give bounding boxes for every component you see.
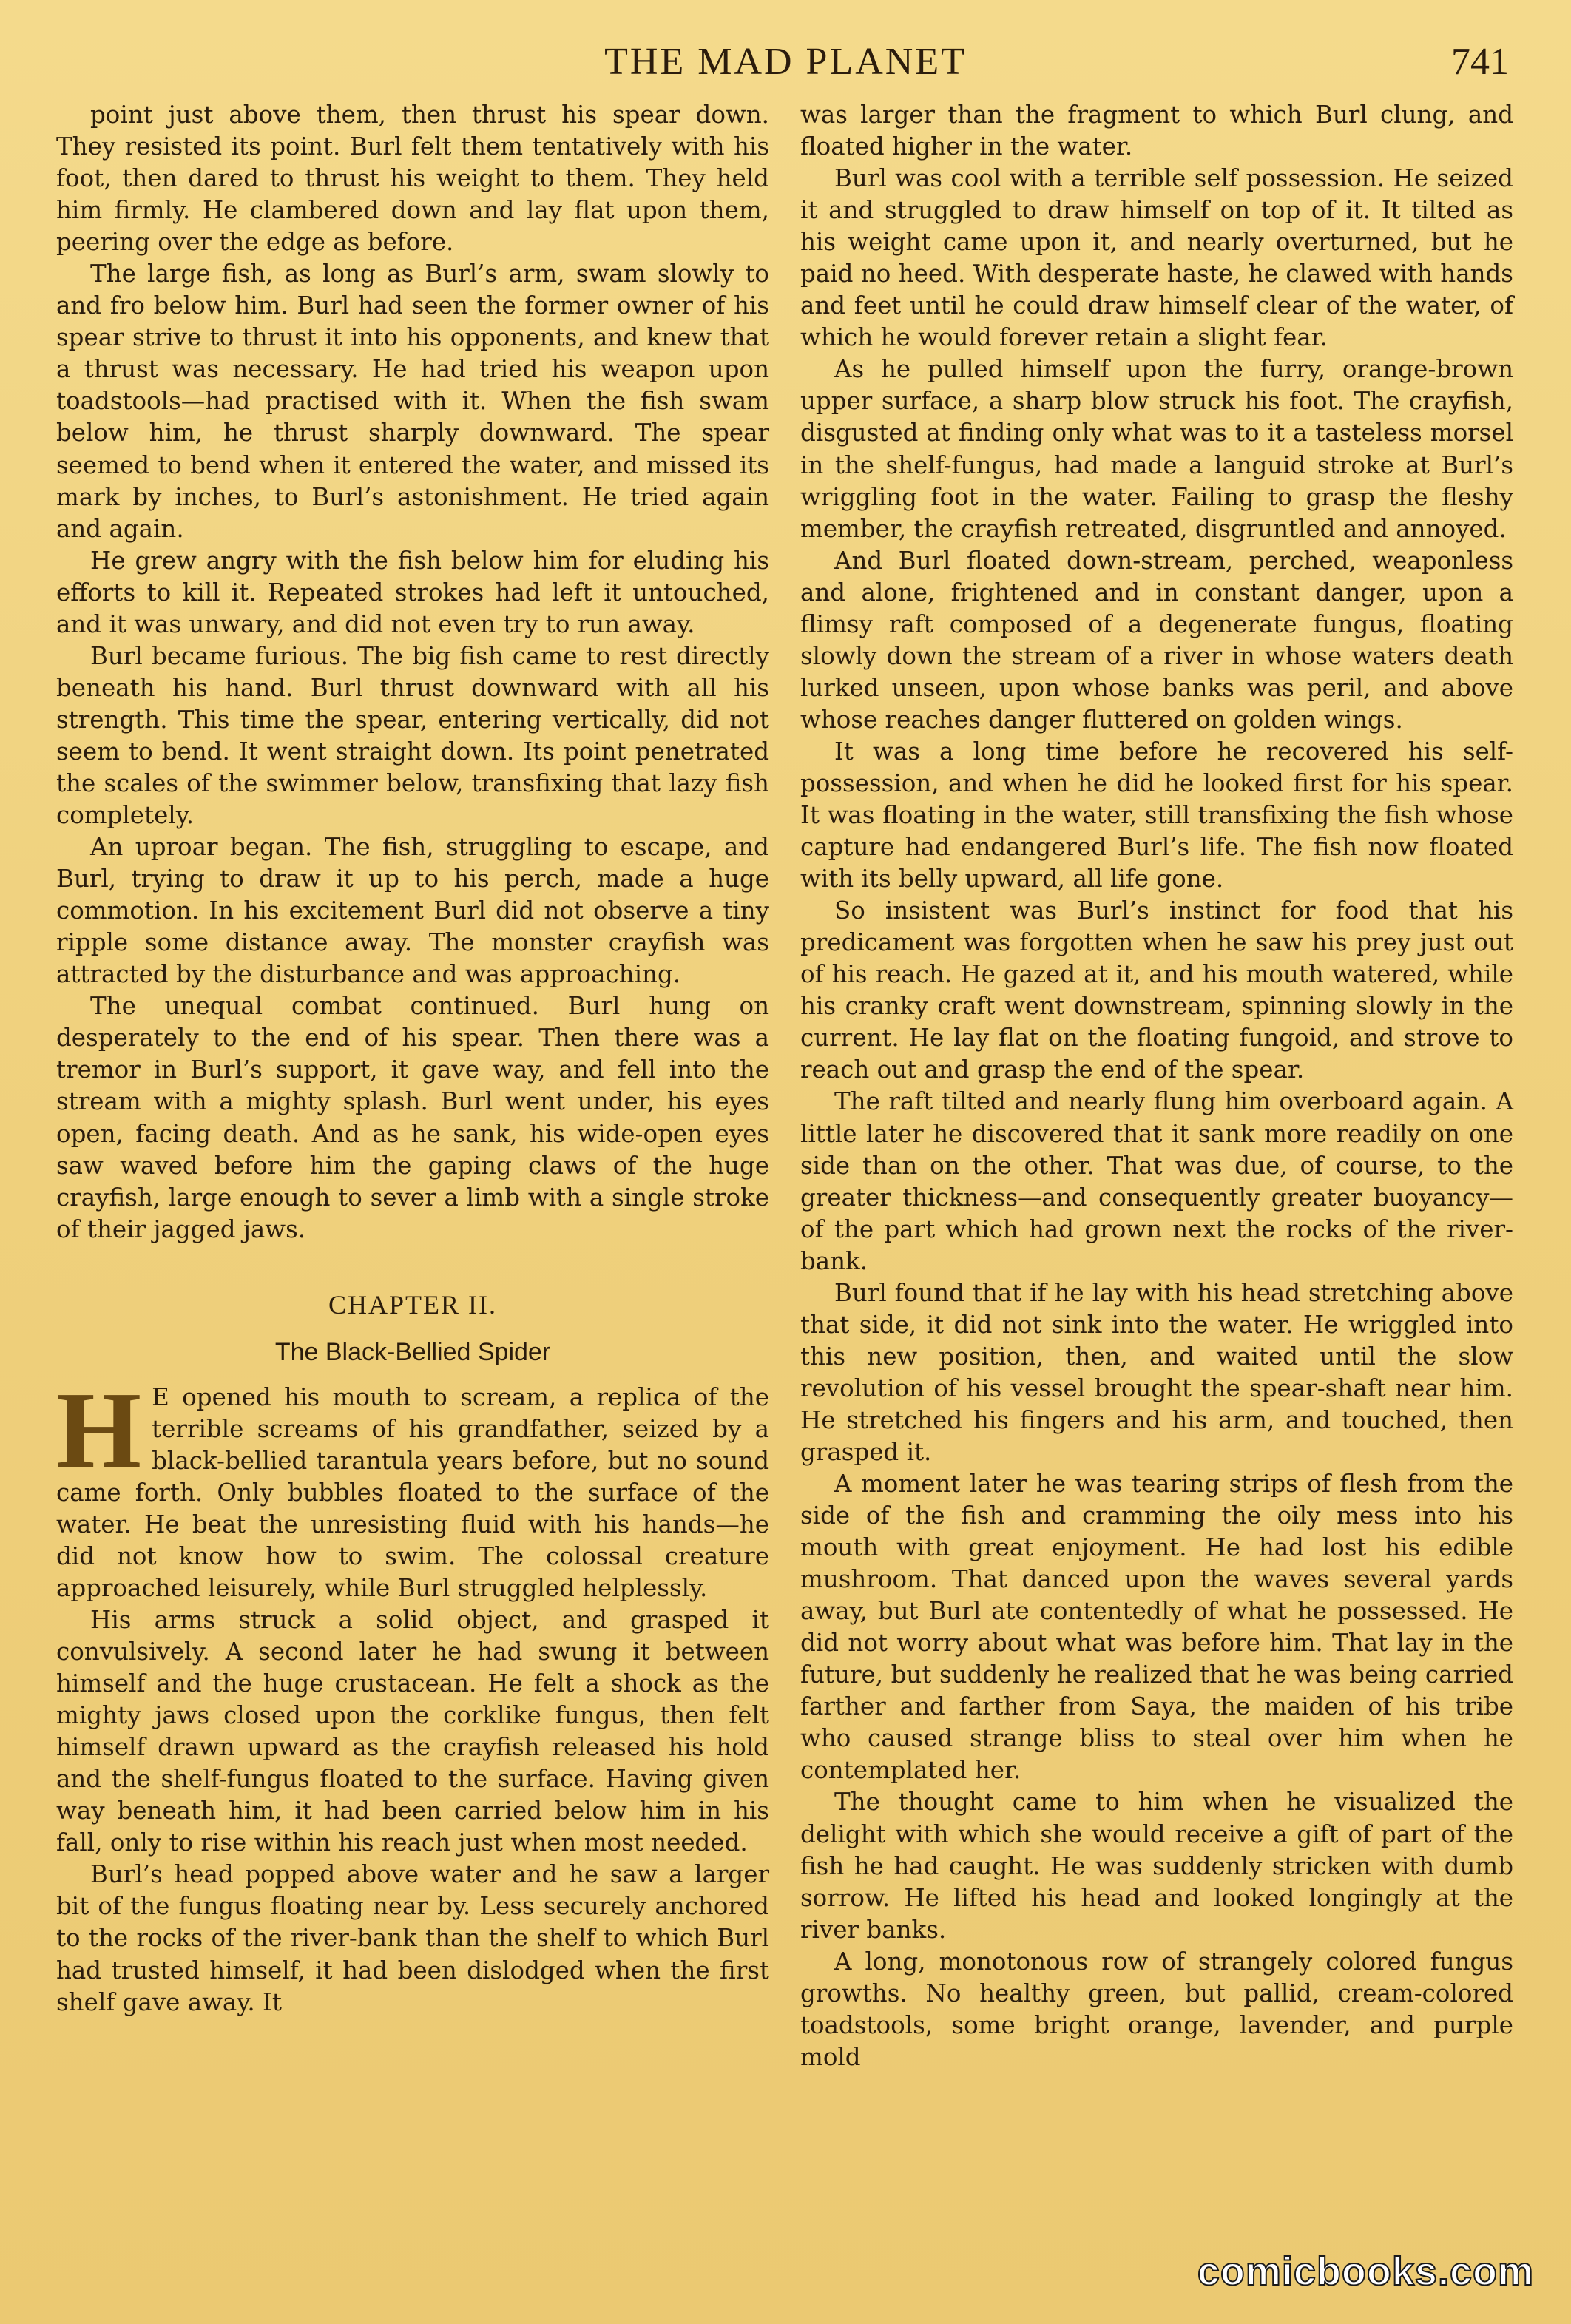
paragraph: The large fish, as long as Burl’s arm, swam slowly to and fro below him. Burl had seen the former owner of his spear strive to thrust it into his opponents, and knew that a thrust was necessary. He had tried his weapon upon toadstools—had practised with it. When the fish swam below him, he thrust sharply downward. The spear seemed to bend when it entered the water, and missed its mark by inches, to Burl’s astonishment. He tried again and again. [56, 260, 769, 543]
paragraph: And Burl floated down-stream, perched, weaponless and alone, frightened and in constant danger, upon a flimsy raft composed of a degenerate fungus, floating slowly down the stream of a river in whose waters death lurked unseen, upon whose banks was peril, and above whose reaches danger fluttered on golden wings. [800, 546, 1513, 734]
paragraph: As he pulled himself upon the furry, orange-brown upper surface, a sharp blow struck his foot. The crayfish, disgusted at finding only what was to it a tasteless morsel in the shelf-fungus, had made a languid stroke at Burl’s wriggling foot in the water. Failing to grasp the fleshy member, the crayfish retreated, disgruntled and annoyed. [800, 355, 1513, 543]
chapter-title: The Black-Bellied Spider [274, 1337, 551, 1366]
chapter-heading: CHAPTER II. [328, 1289, 497, 1320]
paragraph: He grew angry with the fish below him for eluding his efforts to kill it. Repeated strokes had left it untouched, and it was unwary, and did not even try to run away. [56, 546, 769, 638]
dropcap-paragraph [56, 1369, 769, 1604]
paragraph: was larger than the fragment to which Burl clung, and floated higher in the water. [800, 101, 1513, 161]
dropcap-paragraph-text: E opened his mouth to scream, a replica of the terrible screams of his grandfather, seized by a black-bellied tarantula years before, but no sound came forth. Only bubbles floated to the surface of the water. He beat the unresisting fluid with his hands—he did not know how to swim. The colossal creature approached leisurely, while Burl struggled helplessly. [56, 1382, 769, 1602]
paragraph: An uproar began. The fish, struggling to escape, and Burl, trying to draw it up to his perch, made a huge commotion. In his excitement Burl did not observe a tiny ripple some distance away. The monster crayfish was attracted by the disturbance and was approaching. [56, 833, 769, 989]
paragraph: A long, monotonous row of strangely colored fungus growths. No healthy green, but pallid, cream-colored toadstools, some bright orange, lavender, and purple mold [800, 1947, 1513, 2071]
paragraph: Burl’s head popped above water and he saw a larger bit of the fungus floating near by. Less securely anchored to the rocks of the river-bank than the shelf to which Burl had trusted himself, it had been dislodged when the first shelf gave away. It [56, 1860, 769, 2016]
page-number: 741 [1451, 41, 1509, 83]
paragraph: Burl became furious. The big fish came to rest directly beneath his hand. Burl thrust downward with all his strength. This time the spear, entering vertically, did not seem to bend. It went straight down. Its point penetrated the scales of the swimmer below, transfixing that lazy fish completely. [56, 641, 769, 830]
running-header [0, 40, 1571, 92]
paragraph: Burl was cool with a terrible self possession. He seized it and struggled to draw himself on top of it. It tilted as his weight came upon it, and nearly overturned, but he paid no heed. With desperate haste, he clawed with hands and feet until he could draw himself clear of the water, of which he would forever retain a slight fear. [800, 164, 1513, 352]
paragraph: The raft tilted and nearly flung him overboard again. A little later he discovered that it sank more readily on one side than on the other. That was due, of course, to the greater thickness—and consequently greater buoyancy—of the part which had grown next the rocks of the river-bank. [800, 1087, 1513, 1275]
paragraph: A moment later he was tearing strips of flesh from the side of the fish and cramming the oily mess into his mouth with great enjoyment. He had lost his edible mushroom. That danced upon the waves several yards away, but Burl ate contentedly of what he possessed. He did not worry about what was before him. That lay in the future, but suddenly he realized that he was being carried farther and farther from Saya, the maiden of his tribe who caused strange bliss to steal over him when he contemplated her. [800, 1470, 1513, 1785]
running-title: THE MAD PLANET [604, 41, 967, 83]
watermark-logo: comicbooks.com [1197, 2249, 1534, 2294]
paragraph: Burl found that if he lay with his head stretching above that side, it did not sink into the water. He wriggled into this new position, then, and waited until the slow revolution of his vessel brought the spear-shaft near him. He stretched his fingers and his arm, and touched, then grasped it. [800, 1278, 1513, 1466]
paragraph: The unequal combat continued. Burl hung on desperately to the end of his spear. Then there was a tremor in Burl’s support, it gave way, and fell into the stream with a mighty splash. Burl went under, his eyes open, facing death. And as he sank, his wide-open eyes saw waved before him the gaping claws of the huge crayfish, large enough to sever a limb with a single stroke of their jagged jaws. [56, 992, 769, 1243]
paragraph: point just above them, then thrust his spear down. They resisted its point. Burl felt them tentatively with his foot, then dared to thrust his weight to them. They held him firmly. He clambered down and lay flat upon them, peering over the edge as before. [56, 101, 769, 257]
paragraph: His arms struck a solid object, and grasped it convulsively. A second later he had swung it between himself and the huge crustacean. He felt a shock as the mighty jaws closed upon the corklike fungus, then felt himself drawn upward as the crayfish released his hold and the shelf-fungus floated to the surface. Having given way beneath him, it had been carried below him in his fall, only to rise within his reach just when most needed. [56, 1606, 769, 1857]
paragraph: The thought came to him when he visualized the delight with which she would receive a gift of part of the fish he had caught. He was suddenly stricken with dumb sorrow. He lifted his head and looked longingly at the river banks. [800, 1788, 1513, 1944]
dropcap-letter: H [56, 1369, 142, 1491]
right-column [800, 99, 1513, 2073]
paragraph: So insistent was Burl’s instinct for food that his predicament was forgotten when he saw his prey just out of his reach. He gazed at it, and his mouth watered, while his cranky craft went downstream, spinning slowly in the current. He lay flat on the floating fungoid, and strove to reach out and grasp the end of the spear. [800, 896, 1513, 1084]
left-column [56, 99, 769, 2019]
paragraph: It was a long time before he recovered his self-possession, and when he did he looked first for his spear. It was floating in the water, still transfixing the fish whose capture had endangered Burl’s life. The fish now floated with its belly upward, all life gone. [800, 737, 1513, 894]
